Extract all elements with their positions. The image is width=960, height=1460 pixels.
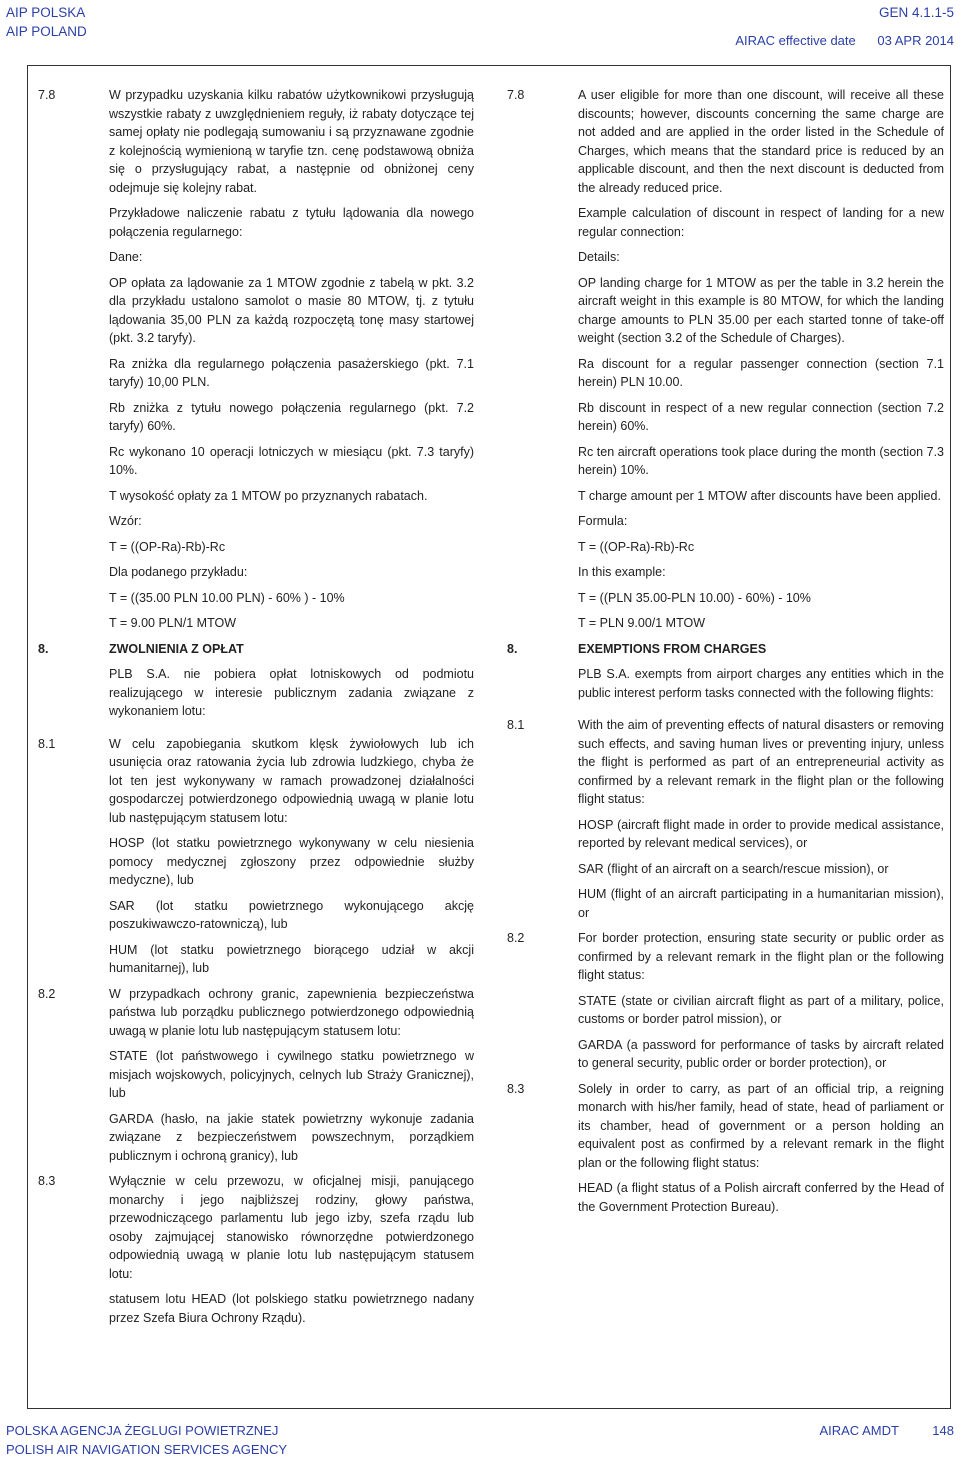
paragraph: PLB S.A. exempts from airport charges any entities which in the public interest perform tasks connected with the following flights: xyxy=(578,667,944,700)
paragraph: Wyłącznie w celu przewozu, w oficjalnej misji, panującego monarchy i jego najbliższej rodziny, głowy państwa, przewodniczącego parlamentu lub jego izby, szefa rządu lub osoby zajmującej stanowisko równorzędne potwierdzonego odpowiednią uwagą w planie lotu lub następującym statusem lotu: xyxy=(109,1174,474,1281)
definition-rb: Rb discount in respect of a new regular connection (section 7.2 herein) 60%. xyxy=(578,400,944,433)
definition-ra: Ra zniżka dla regularnego połączenia pasażerskiego (pkt. 7.1 taryfy) 10,00 PLN. xyxy=(109,356,474,389)
section-title: EXEMPTIONS FROM CHARGES xyxy=(578,641,767,656)
section-number: 7.8 xyxy=(507,88,525,102)
section-8-3-pl xyxy=(38,1172,474,1334)
example-label: Dla podanego przykładu: xyxy=(109,565,248,579)
section-8-pl xyxy=(38,640,474,666)
status-head: statusem lotu HEAD (lot polskiego statku powietrznego nadany przez Szefa Biura Ochrony Rządu). xyxy=(109,1292,474,1325)
example-calc: T = ((PLN 35.00-PLN 10.00) - 60%) - 10% xyxy=(578,590,811,605)
status-garda: GARDA (hasło, na jakie statek powietrzny wykonuje zadania związane z bezpieczeństwem powszechnym, porządkiem publicznym i ochroną granicy), lub xyxy=(109,1111,474,1163)
publication-title xyxy=(6,3,87,41)
airac-date: 03 APR 2014 xyxy=(877,33,954,48)
section-8-en xyxy=(507,640,944,666)
definition-rc: Rc ten aircraft operations took place during the month (section 7.3 herein) 10%. xyxy=(578,444,944,477)
example-calc: T = ((35.00 PLN 10.00 PLN) - 60% ) - 10% xyxy=(109,590,345,605)
status-state: STATE (lot państwowego i cywilnego statku powietrznego w misjach wojskowych, policyjnych, celnych lub Straży Granicznej), lub xyxy=(109,1049,474,1100)
status-head: HEAD (a flight status of a Polish aircraft conferred by the Head of the Government Protection Bureau). xyxy=(578,1181,944,1214)
definition-op: OP landing charge for 1 MTOW as per the table in 3.2 herein the aircraft weight in this example is 80 MTOW, for which the landing charge amounts to PLN 35.00 per each started tonne of take-off weight (section 3.2 of the Schedule of Charges). xyxy=(578,275,944,345)
definition-rc: Rc wykonano 10 operacji lotniczych w miesiącu (pkt. 7.3 taryfy) 10%. xyxy=(109,444,474,477)
paragraph: For border protection, ensuring state security or public order as confirmed by a relevant remark in the flight plan or the following flight status: xyxy=(578,931,944,982)
section-8-intro-en xyxy=(507,665,944,709)
example-label: In this example: xyxy=(578,565,666,579)
section-number: 8.3 xyxy=(38,1174,56,1188)
page-header xyxy=(0,0,960,56)
publication-title-pl: AIP POLSKA xyxy=(6,5,86,20)
page-footer xyxy=(0,1418,960,1460)
status-sar: SAR (flight of an aircraft on a search/rescue mission), or xyxy=(578,861,889,876)
polish-column xyxy=(38,86,474,1334)
status-hosp: HOSP (lot statku powietrznego wykonywany w celu niesienia pomocy medycznej zgłoszony przez odpowiednie służby medyczne), lub xyxy=(109,836,474,887)
agency-name-pl: POLSKA AGENCJA ŻEGLUGI POWIETRZNEJ xyxy=(6,1423,279,1438)
section-number: 7.8 xyxy=(38,88,56,102)
paragraph: PLB S.A. nie pobiera opłat lotniskowych od podmiotu realizującego w interesie publicznym zadania związane z wykonaniem lotu: xyxy=(109,667,474,718)
definition-rb: Rb zniżka z tytułu nowego połączenia regularnego (pkt. 7.2 taryfy) 60%. xyxy=(109,400,474,433)
definition-ra: Ra discount for a regular passenger connection (section 7.1 herein) PLN 10.00. xyxy=(578,356,944,389)
bottom-rule xyxy=(27,1408,951,1409)
paragraph: Solely in order to carry, as part of an official trip, a reigning monarch with his/her family, head of state, head of parliament or its chamber, head of government or a person holding an equivalent post as confirmed by a relevant remark in the flight plan or the following flight status: xyxy=(578,1081,944,1170)
status-state: STATE (state or civilian aircraft flight as part of a military, police, customs or border patrol mission), or xyxy=(578,993,944,1026)
top-rule xyxy=(27,65,951,66)
paragraph: A user eligible for more than one discount, will receive all these discounts; however, discounts concerning the same charge are not added and are applied in the order listed in the Schedule of Charges, which means that the standard price is reduced by an applicable discount, and then the next discount is deducted from the already reduced price. xyxy=(578,88,944,195)
section-8-1-en xyxy=(507,716,944,929)
paragraph: Example calculation of discount in respect of landing for a new regular connection: xyxy=(578,206,944,239)
page-number: 148 xyxy=(932,1423,954,1438)
section-number: 8. xyxy=(38,641,49,656)
status-hum: HUM (lot statku powietrznego biorącego udział w akcji humanitarnej), lub xyxy=(109,942,474,975)
status-hum: HUM (flight of an aircraft participating in a humanitarian mission), or xyxy=(578,887,944,920)
section-number: 8.1 xyxy=(38,736,56,751)
definition-t: T wysokość opłaty za 1 MTOW po przyznanych rabatach. xyxy=(109,488,428,503)
example-result: T = 9.00 PLN/1 MTOW xyxy=(109,616,237,630)
section-8-intro-pl xyxy=(38,665,474,728)
section-8-2-en xyxy=(507,929,944,1080)
status-hosp: HOSP (aircraft flight made in order to provide medical assistance, reported by relevant medical services), or xyxy=(578,817,944,850)
left-border xyxy=(27,66,28,1408)
section-8-2-pl xyxy=(38,985,474,1173)
example-result: T = PLN 9.00/1 MTOW xyxy=(578,616,706,630)
section-8-1-pl xyxy=(38,735,474,985)
paragraph: W przypadku uzyskania kilku rabatów użytkownikowi przysługują wszystkie rabaty z uwzględnieniem reguły, iż rabaty dotyczące tej samej opłaty nie podlegają sumowaniu i są przyznawane zgodnie z kolejnością wymienioną w taryfie tzn. cenę podstawową obniża się o przysługujący rabat, a następnie od obniżonej ceny odejmuje się kolejny rabat. xyxy=(109,88,474,195)
section-7-8-pl xyxy=(38,86,474,640)
formula-label: Formula: xyxy=(578,514,628,528)
section-8-3-en xyxy=(507,1080,944,1224)
paragraph: W celu zapobiegania skutkom klęsk żywiołowych lub ich usunięcia oraz ratowania życia lub zdrowia ludzkiego, chyba że lot ten jest wykonywany w ramach prowadzonej działalności gospodarczej potwierdzonego odpowiednią uwagą w planie lotu lub następującym statusem lotu: xyxy=(109,736,474,825)
agency-name xyxy=(6,1421,287,1459)
airac-label: AIRAC effective date xyxy=(735,33,856,48)
section-number: 8.1 xyxy=(507,718,525,732)
paragraph: Details: xyxy=(578,250,620,264)
formula: T = ((OP-Ra)-Rb)-Rc xyxy=(578,539,695,554)
agency-name-en: POLISH AIR NAVIGATION SERVICES AGENCY xyxy=(6,1442,288,1457)
english-column xyxy=(507,86,944,1223)
status-garda: GARDA (a password for performance of tasks by aircraft related to general security, public order or border protection), or xyxy=(578,1037,944,1070)
section-number: 8.2 xyxy=(507,931,525,945)
paragraph: With the aim of preventing effects of natural disasters or removing such effects, and saving human lives or preventing injury, unless the flight is performed as part of an entrepreneurial activity as confirmed by a relevant remark in the flight plan or the following flight status: xyxy=(578,718,944,806)
formula: T = ((OP-Ra)-Rb)-Rc xyxy=(109,539,226,554)
airac-effective xyxy=(735,31,954,50)
right-border xyxy=(950,66,951,1408)
section-reference: GEN 4.1.1-5 xyxy=(878,5,954,20)
formula-label: Wzór: xyxy=(109,514,142,528)
status-sar: SAR (lot statku powietrznego wykonującego akcję poszukiwawczo-ratowniczą), lub xyxy=(109,898,474,931)
section-number: 8.2 xyxy=(38,986,56,1001)
paragraph: Przykładowe naliczenie rabatu z tytułu lądowania dla nowego połączenia regularnego: xyxy=(109,206,474,239)
section-title: ZWOLNIENIA Z OPŁAT xyxy=(109,641,244,656)
section-number: 8. xyxy=(507,641,518,656)
paragraph: W przypadkach ochrony granic, zapewnienia bezpieczeństwa państwa lub porządku publicznego potwierdzonego odpowiednią uwagą w planie lotu lub następującym statusem lotu: xyxy=(109,986,474,1038)
definition-t: T charge amount per 1 MTOW after discounts have been applied. xyxy=(578,488,941,503)
section-number: 8.3 xyxy=(507,1081,525,1096)
publication-title-en: AIP POLAND xyxy=(6,24,87,39)
section-7-8-en xyxy=(507,86,944,640)
definition-op: OP opłata za lądowanie za 1 MTOW zgodnie z tabelą w pkt. 3.2 dla przykładu ustalono samolot o masie 80 MTOW, tj. z tytułu lądowania 35,00 PLN za każdą rozpoczętą tonę masy startowej (pkt. 3.2 taryfy). xyxy=(109,275,474,345)
paragraph: Dane: xyxy=(109,250,143,264)
amendment-info xyxy=(819,1421,954,1440)
amdt-label: AIRAC AMDT xyxy=(819,1423,899,1438)
